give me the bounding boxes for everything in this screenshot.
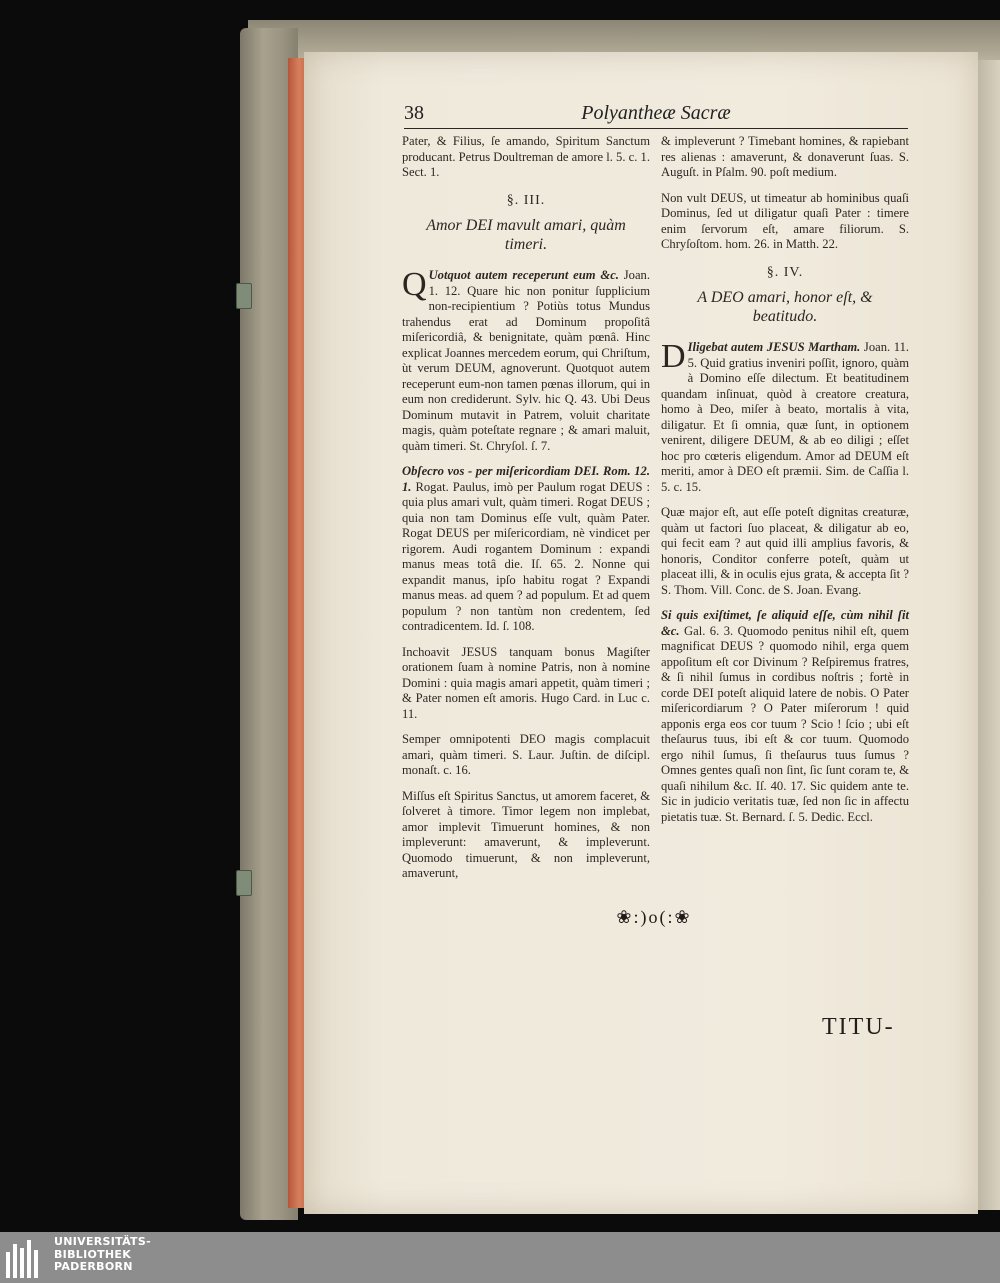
running-title: Polyantheæ Sacræ: [581, 102, 731, 124]
next-page-edge: [976, 60, 1000, 1210]
section-number: §. IV.: [766, 264, 804, 280]
catchword: TITU-: [822, 1014, 895, 1040]
paragraph: [402, 464, 650, 635]
library-name: [54, 1236, 151, 1274]
library-name-line2: BIBLIOTHEK: [54, 1247, 132, 1261]
paragraph-text: Joan. 11. 5. Quid gratius inveniri poſſit, ignoro, quàm à Domino eſſe dilectum. Et beatitudinem quandam inſinuat, quòd à creatore creatura, homo à Deo, miſer à beato, mortalis à vita, diligatur. Et ſi omnia, quæ ſunt, in optionem venirent, diligere DEUM, & ab eo diligi ; eſſet hoc pro cœteris eligendum. Amor ad DEUM eſt meriti, amor à DEO eſt præmii. Sim. de Caſſia l. 5. c. 15.: [661, 340, 910, 494]
scripture-quote: Obſecro vos - per miſericordiam DEI. Rom. 12. 1.: [402, 464, 650, 494]
section-number: §. III.: [506, 192, 546, 208]
page-number: 38: [404, 102, 424, 124]
library-footer: [0, 1232, 1000, 1283]
section-title: A DEO amari, honor eſt, & beatitudo.: [697, 289, 873, 325]
scripture-quote: Iligebat autem JESUS Martham.: [687, 340, 861, 354]
clasp-hinge-bottom: [236, 870, 252, 896]
paragraph: [661, 608, 909, 825]
book-page: [304, 52, 978, 1214]
left-column: [402, 134, 650, 892]
right-column: [661, 134, 909, 835]
library-name-line1: UNIVERSITÄTS-: [54, 1235, 151, 1248]
library-name-line3: PADERBORN: [54, 1260, 133, 1273]
drop-cap: D: [661, 338, 686, 375]
library-logo-icon: [6, 1238, 46, 1278]
drop-cap: Q: [402, 266, 427, 303]
paragraph-text: Gal. 6. 3. Quomodo penitus nihil eſt, quem magnificat DEUS ? quomodo nihil, erga quem appoſitum eſt cor Divinum ? Reſpiremus fratres, & ſi nihil ſumus in cordibus noſtris ; fortè in corde DEI poteſt aliquid latere de nobis. O Pater miſericordiarum ? O Pater miſerorum ! quid apponis erga eos cor tuum ? Scio ! ſcio ; ubi eſt theſaurus tuus, ibi eſt & cor tuum. Quomodo ergo nihil ſumus, ſi theſaurus tuus ſumus ? Omnes gentes quaſi non ſint, ſic ſunt coram te, & quaſi nihilum &c. Iſ. 40. 17. Sic quidem ante te. Sic in judicio veritatis tuæ, ſed non ſic in affectu pietatis tuæ. St. Bernard. ſ. 5. Dedic. Eccl.: [661, 623, 909, 824]
right-intro: & impleverunt ? Timebant homines, & rapiebant res alienas : amaverunt, & donaverunt ſuas. S. Auguſt. in Pſalm. 90. poſt medium.: [661, 134, 909, 179]
paragraph: Non vult DEUS, ut timeatur ab hominibus quaſi Dominus, ſed ut diligatur quaſi Pater : timere enim ſervorum eſt, amare filiorum. S. Chryſoſtom. hom. 26. in Matth. 22.: [661, 190, 909, 251]
printers-ornament: ❀:)o(:❀: [616, 907, 692, 927]
paragraph: [661, 340, 909, 495]
scripture-quote: Uotquot autem receperunt eum &c.: [428, 268, 619, 282]
section-title: Amor DEI mavult amari, quàm timeri.: [426, 217, 626, 253]
paragraph: Miſſus eſt Spiritus Sanctus, ut amorem faceret, & ſolveret à timore. Timor legem non implebat, amor implevit Timuerunt homines, & non impleverunt: amaverunt, & impleverunt. Quomodo timuerunt, & non impleverunt, amaverunt,: [402, 788, 650, 880]
paragraph: Inchoavit JESUS tanquam bonus Magiſter orationem ſuam à nomine Patris, non à nomine Domini : quia magis amari appetit, quàm timeri ; & Pater nomen eſt amoris. Hugo Card. in Luc c. 11.: [402, 644, 650, 721]
running-head: [404, 102, 908, 129]
left-intro: Pater, & Filius, ſe amando, Spiritum Sanctum producant. Petrus Doultreman de amore l. 5. c. 1. Sect. 1.: [402, 134, 650, 179]
paragraph-text: Joan. 1. 12. Quare hic non ponitur ſupplicium non-recipientium ? Potiùs totus Mundus trahendus erat ad Dominum propoſitâ miſericordiâ, & benignitate, quàm pœnâ. Hinc explicat Joannes mercedem eorum, qui Chriſtum, ùt verum DEUM, agnoverunt. Quotquot autem receperunt eum-non tamen pœnas illorum, qui in eum non crediderunt. Sylv. hic Q. 43. Ubi Deus Dominum mutavit in Patrem, voluit charitate magis, quàm poteſtate regnare ; & amari maluit, quàm timeri. St. Chryſol. ſ. 7.: [402, 268, 650, 453]
paragraph: Semper omnipotenti DEO magis complacuit amari, quàm timeri. S. Laur. Juſtin. de diſcipl. monaſt. c. 16.: [402, 732, 650, 777]
paragraph: [402, 268, 650, 454]
scripture-quote: Si quis exiſtimet, ſe aliquid eſſe, cùm nihil ſit &c.: [661, 608, 909, 638]
paragraph-text: Rogat. Paulus, imò per Paulum rogat DEUS : quia plus amari vult, quàm timeri. Rogat DEUS ; quia non tam Dominus eſſe vult, quàm Pater. Rogat DEUS per miſericordiam, nè vindicet per rigorem. Audi rogantem Dominum : expandi manus meas totâ die. Iſ. 65. 2. Nonne qui expandit manus, ipſo habitu rogat ? Expandi manus meas. ad quem ? ad populum. Et ad quem populum ? non tantùm non credentem, ſed contradicentem. Id. ſ. 108.: [402, 479, 651, 633]
paragraph: Quæ major eſt, aut eſſe poteſt dignitas creaturæ, quàm ut factori ſuo placeat, & diligatur ab eo, qui fecit eam ? aut quid illi amplius favoris, & honoris, Conditor conferre poteſt, quàm ut placeat illi, & in oculis ejus grata, & accepta ſit ? S. Thom. Vill. Conc. de S. Joan. Evang.: [661, 505, 909, 597]
clasp-hinge-top: [236, 283, 252, 309]
